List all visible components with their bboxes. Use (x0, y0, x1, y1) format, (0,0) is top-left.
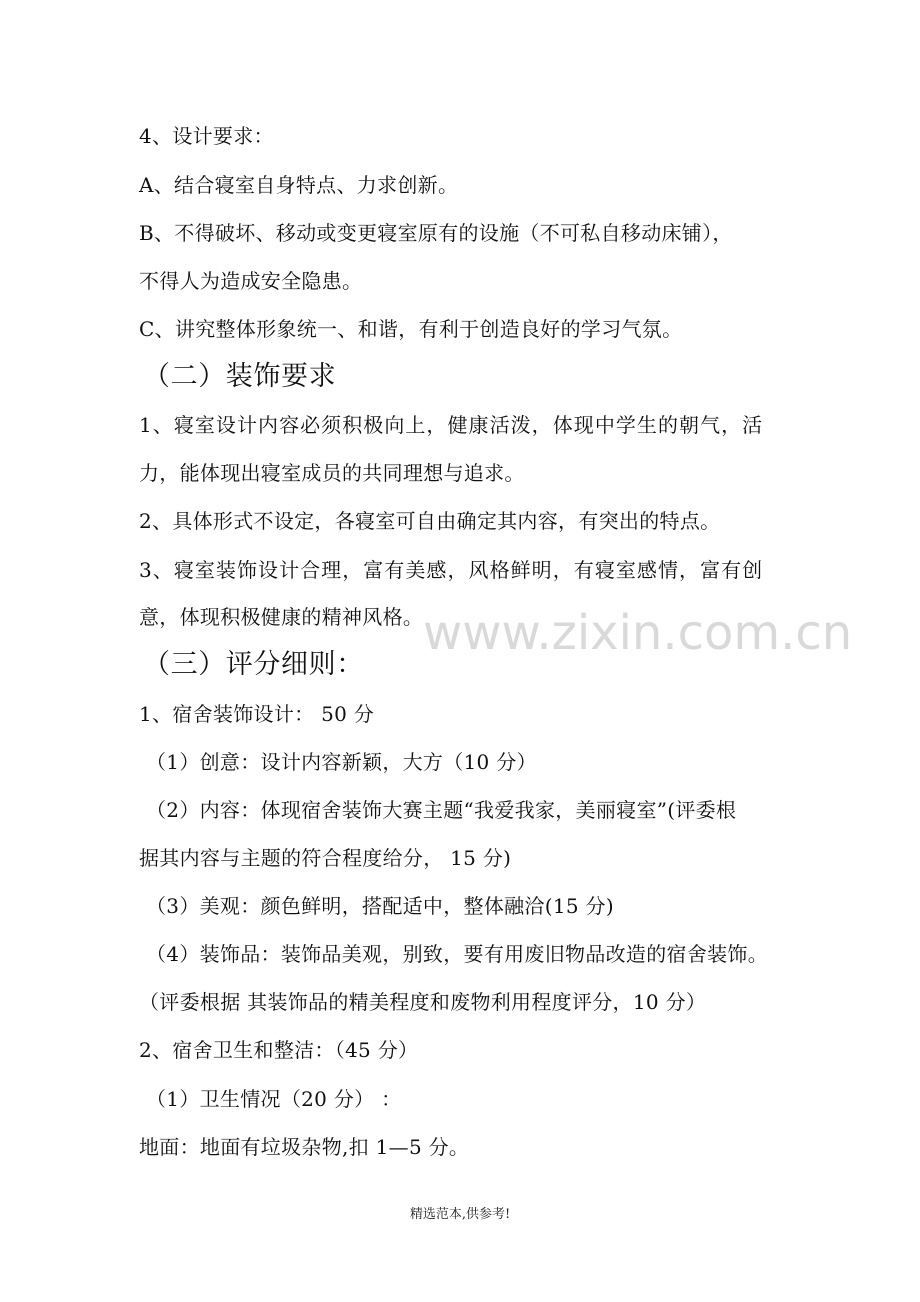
requirement-a: A、结合寝室自身特点、力求创新。 (139, 173, 459, 197)
section-4-heading: 4、设计要求： (139, 124, 274, 148)
scoring-appearance: （3）美观：颜色鲜明，搭配适中，整体融洽(15 分) (146, 894, 614, 918)
requirement-b-line-2: 不得人为造成安全隐患。 (139, 269, 363, 293)
decoration-item-2: 2、具体形式不设定，各寝室可自由确定其内容，有突出的特点。 (139, 509, 721, 533)
scoring-content-line-2: 据其内容与主题的符合程度给分， 15 分) (139, 846, 512, 870)
scoring-creativity: （1）创意：设计内容新颖，大方（10 分） (146, 750, 537, 774)
page-footer: 精选范本,供参考! (409, 1207, 511, 1222)
decoration-item-3-line-2: 意，体现积极健康的精神风格。 (139, 605, 424, 629)
decoration-requirements-heading: （二）装饰要求 (143, 361, 337, 392)
scoring-rules-heading: （三）评分细则： (143, 649, 364, 680)
watermark: www.zixin.com.cn (423, 605, 853, 661)
decoration-item-1-line-1: 1、寝室设计内容必须积极向上，健康活泼，体现中学生的朝气，活 (139, 413, 764, 437)
scoring-item-2: 2、宿舍卫生和整洁：（45 分） (139, 1038, 419, 1062)
scoring-ornaments-line-1: （4）装饰品：装饰品美观，别致，要有用废旧物品改造的宿舍装饰。 (146, 942, 769, 966)
requirement-b-line-1: B、不得破坏、移动或变更寝室原有的设施（不可私自移动床铺）， (139, 221, 733, 245)
scoring-content-line-1: （2）内容：体现宿舍装饰大赛主题“我爱我家，美丽寝室”(评委根 (146, 798, 737, 822)
decoration-item-3-line-1: 3、寝室装饰设计合理，富有美感，风格鲜明，有寝室感情，富有创 (139, 558, 764, 582)
scoring-ornaments-line-2: （评委根据 其装饰品的精美程度和废物利用程度评分，10 分） (139, 990, 707, 1014)
scoring-item-1: 1、宿舍装饰设计： 50 分 (139, 702, 375, 726)
decoration-item-1-line-2: 力，能体现出寝室成员的共同理想与追求。 (139, 461, 525, 485)
scoring-hygiene: （1）卫生情况（20 分） ： (146, 1087, 402, 1111)
requirement-c: C、讲究整体形象统一、和谐，有利于创造良好的学习气氛。 (139, 317, 683, 341)
scoring-floor: 地面：地面有垃圾杂物,扣 1—5 分。 (139, 1135, 470, 1159)
